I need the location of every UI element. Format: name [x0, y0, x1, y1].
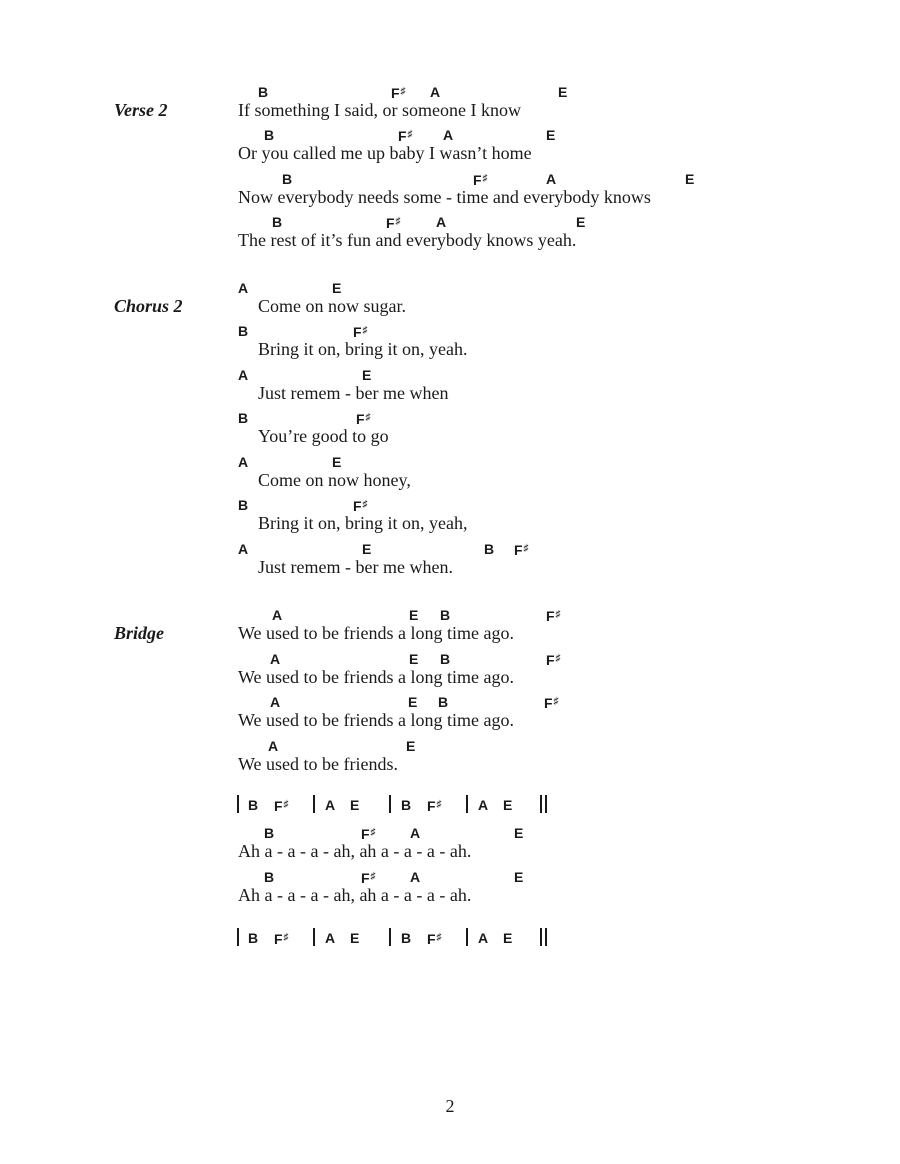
- lyric-line: Ah a - a - a - ah, ah a - a - a - ah.: [238, 885, 472, 905]
- chord: A: [443, 127, 454, 143]
- chord: E: [558, 84, 568, 100]
- lyric-line: If something I said, or someone I know: [238, 100, 521, 120]
- chord: A: [430, 84, 441, 100]
- lyric-line: Come on now honey,: [258, 470, 411, 490]
- chord: F♯: [427, 931, 442, 947]
- chord: B: [248, 930, 259, 946]
- chord: E: [408, 694, 418, 710]
- bar-line: [545, 928, 547, 946]
- chord: E: [514, 869, 524, 885]
- chord: E: [576, 214, 586, 230]
- chord: F♯: [274, 931, 289, 947]
- lyric-line: We used to be friends a long time ago.: [238, 667, 514, 687]
- lyric-line: Bring it on, bring it on, yeah.: [258, 339, 468, 359]
- chord: A: [325, 930, 336, 946]
- bar-line: [389, 928, 391, 946]
- chord: B: [238, 323, 249, 339]
- bar-line: [466, 928, 468, 946]
- chord: F♯: [427, 798, 442, 814]
- chord: E: [362, 541, 372, 557]
- chord: B: [438, 694, 449, 710]
- chord: B: [248, 797, 259, 813]
- chord: B: [484, 541, 495, 557]
- chord: B: [238, 497, 249, 513]
- chord: F♯: [546, 608, 561, 624]
- chord: F♯: [353, 324, 368, 340]
- bar-line: [389, 795, 391, 813]
- chord: F♯: [514, 542, 529, 558]
- chord: F♯: [386, 215, 401, 231]
- chord: A: [325, 797, 336, 813]
- lyric-line: Just remem - ber me when: [258, 383, 449, 403]
- chord: F♯: [361, 870, 376, 886]
- chord: A: [272, 607, 283, 623]
- chord: A: [268, 738, 279, 754]
- chord: E: [350, 797, 360, 813]
- lyric-line: Ah a - a - a - ah, ah a - a - a - ah.: [238, 841, 472, 861]
- section-label-bridge: Bridge: [114, 623, 165, 643]
- chord: F♯: [391, 85, 406, 101]
- chord: A: [478, 797, 489, 813]
- section-label-verse-2: Verse 2: [114, 100, 168, 120]
- lyric-line: The rest of it’s fun and everybody knows yeah.: [238, 230, 577, 250]
- chord: A: [270, 694, 281, 710]
- lyric-line: Come on now sugar.: [258, 296, 406, 316]
- chord: A: [410, 825, 421, 841]
- chord: A: [238, 367, 249, 383]
- chord: E: [503, 797, 513, 813]
- lyric-line: Or you called me up baby I wasn’t home: [238, 143, 532, 163]
- chord: E: [685, 171, 695, 187]
- chord: F♯: [473, 172, 488, 188]
- bar-line: [545, 795, 547, 813]
- chord: F♯: [361, 826, 376, 842]
- chord: B: [440, 607, 451, 623]
- chord: A: [436, 214, 447, 230]
- chord: E: [546, 127, 556, 143]
- bar-line: [237, 928, 239, 946]
- chord: B: [264, 869, 275, 885]
- bar-line: [466, 795, 468, 813]
- chord: E: [350, 930, 360, 946]
- chord: F♯: [353, 498, 368, 514]
- chord: E: [409, 651, 419, 667]
- lyric-line: We used to be friends.: [238, 754, 399, 774]
- bar-line: [313, 795, 315, 813]
- chord: E: [409, 607, 419, 623]
- chord: B: [272, 214, 283, 230]
- bar-line: [237, 795, 239, 813]
- chord: A: [546, 171, 557, 187]
- chord: E: [332, 454, 342, 470]
- lyric-line: We used to be friends a long time ago.: [238, 710, 514, 730]
- chord: F♯: [356, 411, 371, 427]
- chord: A: [270, 651, 281, 667]
- chord: A: [478, 930, 489, 946]
- chord: A: [238, 454, 249, 470]
- chord: E: [362, 367, 372, 383]
- chord: A: [238, 541, 249, 557]
- chord: E: [514, 825, 524, 841]
- chord: B: [238, 410, 249, 426]
- chord: B: [264, 825, 275, 841]
- lyric-line: Bring it on, bring it on, yeah,: [258, 513, 468, 533]
- chord: E: [332, 280, 342, 296]
- chord: E: [503, 930, 513, 946]
- chord: B: [401, 797, 412, 813]
- chord: A: [238, 280, 249, 296]
- lyric-line: We used to be friends a long time ago.: [238, 623, 514, 643]
- page-number: 2: [445, 1096, 455, 1116]
- section-label-chorus-2: Chorus 2: [114, 296, 183, 316]
- lyric-line: You’re good to go: [258, 426, 389, 446]
- lyric-line: Just remem - ber me when.: [258, 557, 453, 577]
- chord: F♯: [274, 798, 289, 814]
- lyric-line: Now everybody needs some - time and everybody knows: [238, 187, 651, 207]
- chord: E: [406, 738, 416, 754]
- chord: F♯: [398, 128, 413, 144]
- chord: B: [282, 171, 293, 187]
- chord: A: [410, 869, 421, 885]
- chord: B: [258, 84, 269, 100]
- chord: B: [440, 651, 451, 667]
- chord: F♯: [544, 695, 559, 711]
- chord: F♯: [546, 652, 561, 668]
- chord: B: [264, 127, 275, 143]
- bar-line: [540, 928, 542, 946]
- chord: B: [401, 930, 412, 946]
- bar-line: [313, 928, 315, 946]
- bar-line: [540, 795, 542, 813]
